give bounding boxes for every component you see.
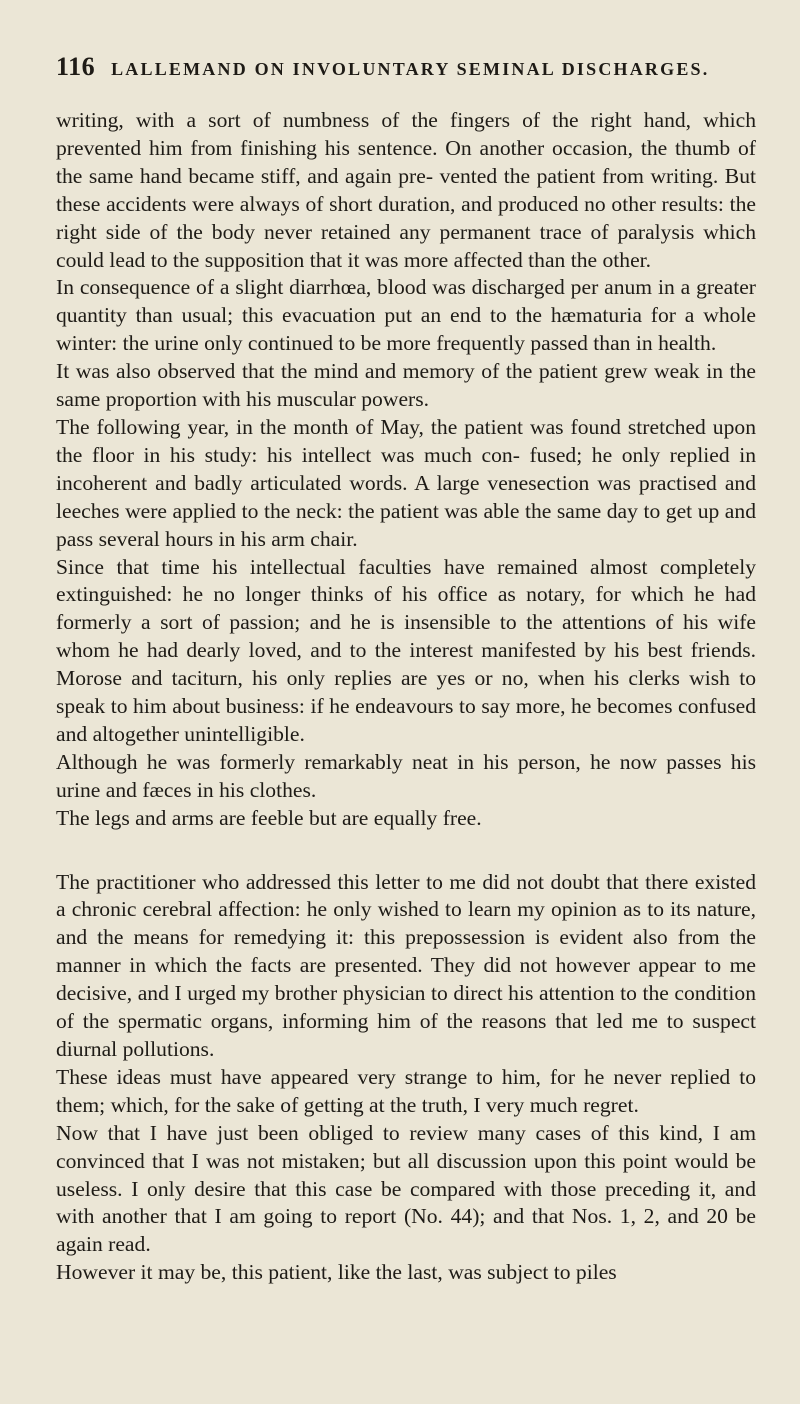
paragraph: In consequence of a slight diarrhœa, blood was discharged per anum in a greater quantity than usual; this evacuation put an end to the hæmaturia for a whole winter: the urine only continued to be more frequently passed than in health. bbox=[56, 275, 756, 356]
paragraph: The practitioner who addressed this letter to me did not doubt that there existed a chronic cerebral affection: he only wished to learn my opinion as to its nature, and the means for remedying it: this prepossession is evident also from the manner in which the facts are presented. They did not however appear to me decisive, and I urged my brother physician to direct his attention to the condition of the spermatic organs, informing him of the reasons that led me to suspect diurnal pollutions. bbox=[56, 869, 756, 1061]
paragraph: The legs and arms are feeble but are equally free. bbox=[56, 805, 482, 830]
paragraph: The following year, in the month of May, the patient was found stretched upon the floor in his study: his intellect was much con- fused; he only replied in incoherent and badly articulated words. A large venesection was practised and leeches were applied to the neck: the patient was able the same day to get up and pass several hours in his arm chair. bbox=[56, 414, 756, 551]
paragraph: writing, with a sort of numbness of the fingers of the right hand, which prevented him from finishing his sentence. On another occasion, the thumb of the same hand became stiff, and again pre- vented the patient from writing. But these accidents were always of short duration, and produced no other results: the right side of the body never retained any permanent trace of paralysis which could lead to the supposition that it was more affected than the other. bbox=[56, 108, 756, 272]
paragraph: It was also observed that the mind and memory of the patient grew weak in the same proportion with his muscular powers. bbox=[56, 359, 756, 412]
running-title: LALLEMAND ON INVOLUNTARY SEMINAL DISCHARGES. bbox=[111, 59, 710, 79]
paragraph: Although he was formerly remarkably neat in his person, he now passes his urine and fæces in his clothes. bbox=[56, 749, 756, 802]
paragraph: These ideas must have appeared very strange to him, for he never replied to them; which, for the sake of getting at the truth, I very much regret. bbox=[56, 1064, 756, 1117]
paragraph: Now that I have just been obliged to review many cases of this kind, I am convinced that I was not mistaken; but all discussion upon this point would be useless. I only desire that this case be compared with those preceding it, and with another that I am going to report (No. 44); and that Nos. 1, 2, and 20 be again read. bbox=[56, 1120, 756, 1257]
page-number: 116 bbox=[56, 52, 96, 81]
body-text bbox=[56, 107, 756, 1287]
paragraph: However it may be, this patient, like the last, was subject to piles bbox=[56, 1260, 617, 1285]
page-header bbox=[56, 52, 756, 92]
paragraph: Since that time his intellectual faculties have remained almost completely extinguished: he no longer thinks of his office as notary, for which he had formerly a sort of passion; and he is insensible to the attentions of his wife whom he had dearly loved, and to the interest manifested by his best friends. Morose and taciturn, his only replies are yes or no, when his clerks wish to speak to him about business: if he endeavours to say more, he becomes confused and altogether unintelligible. bbox=[56, 554, 756, 746]
section-break bbox=[56, 833, 756, 869]
